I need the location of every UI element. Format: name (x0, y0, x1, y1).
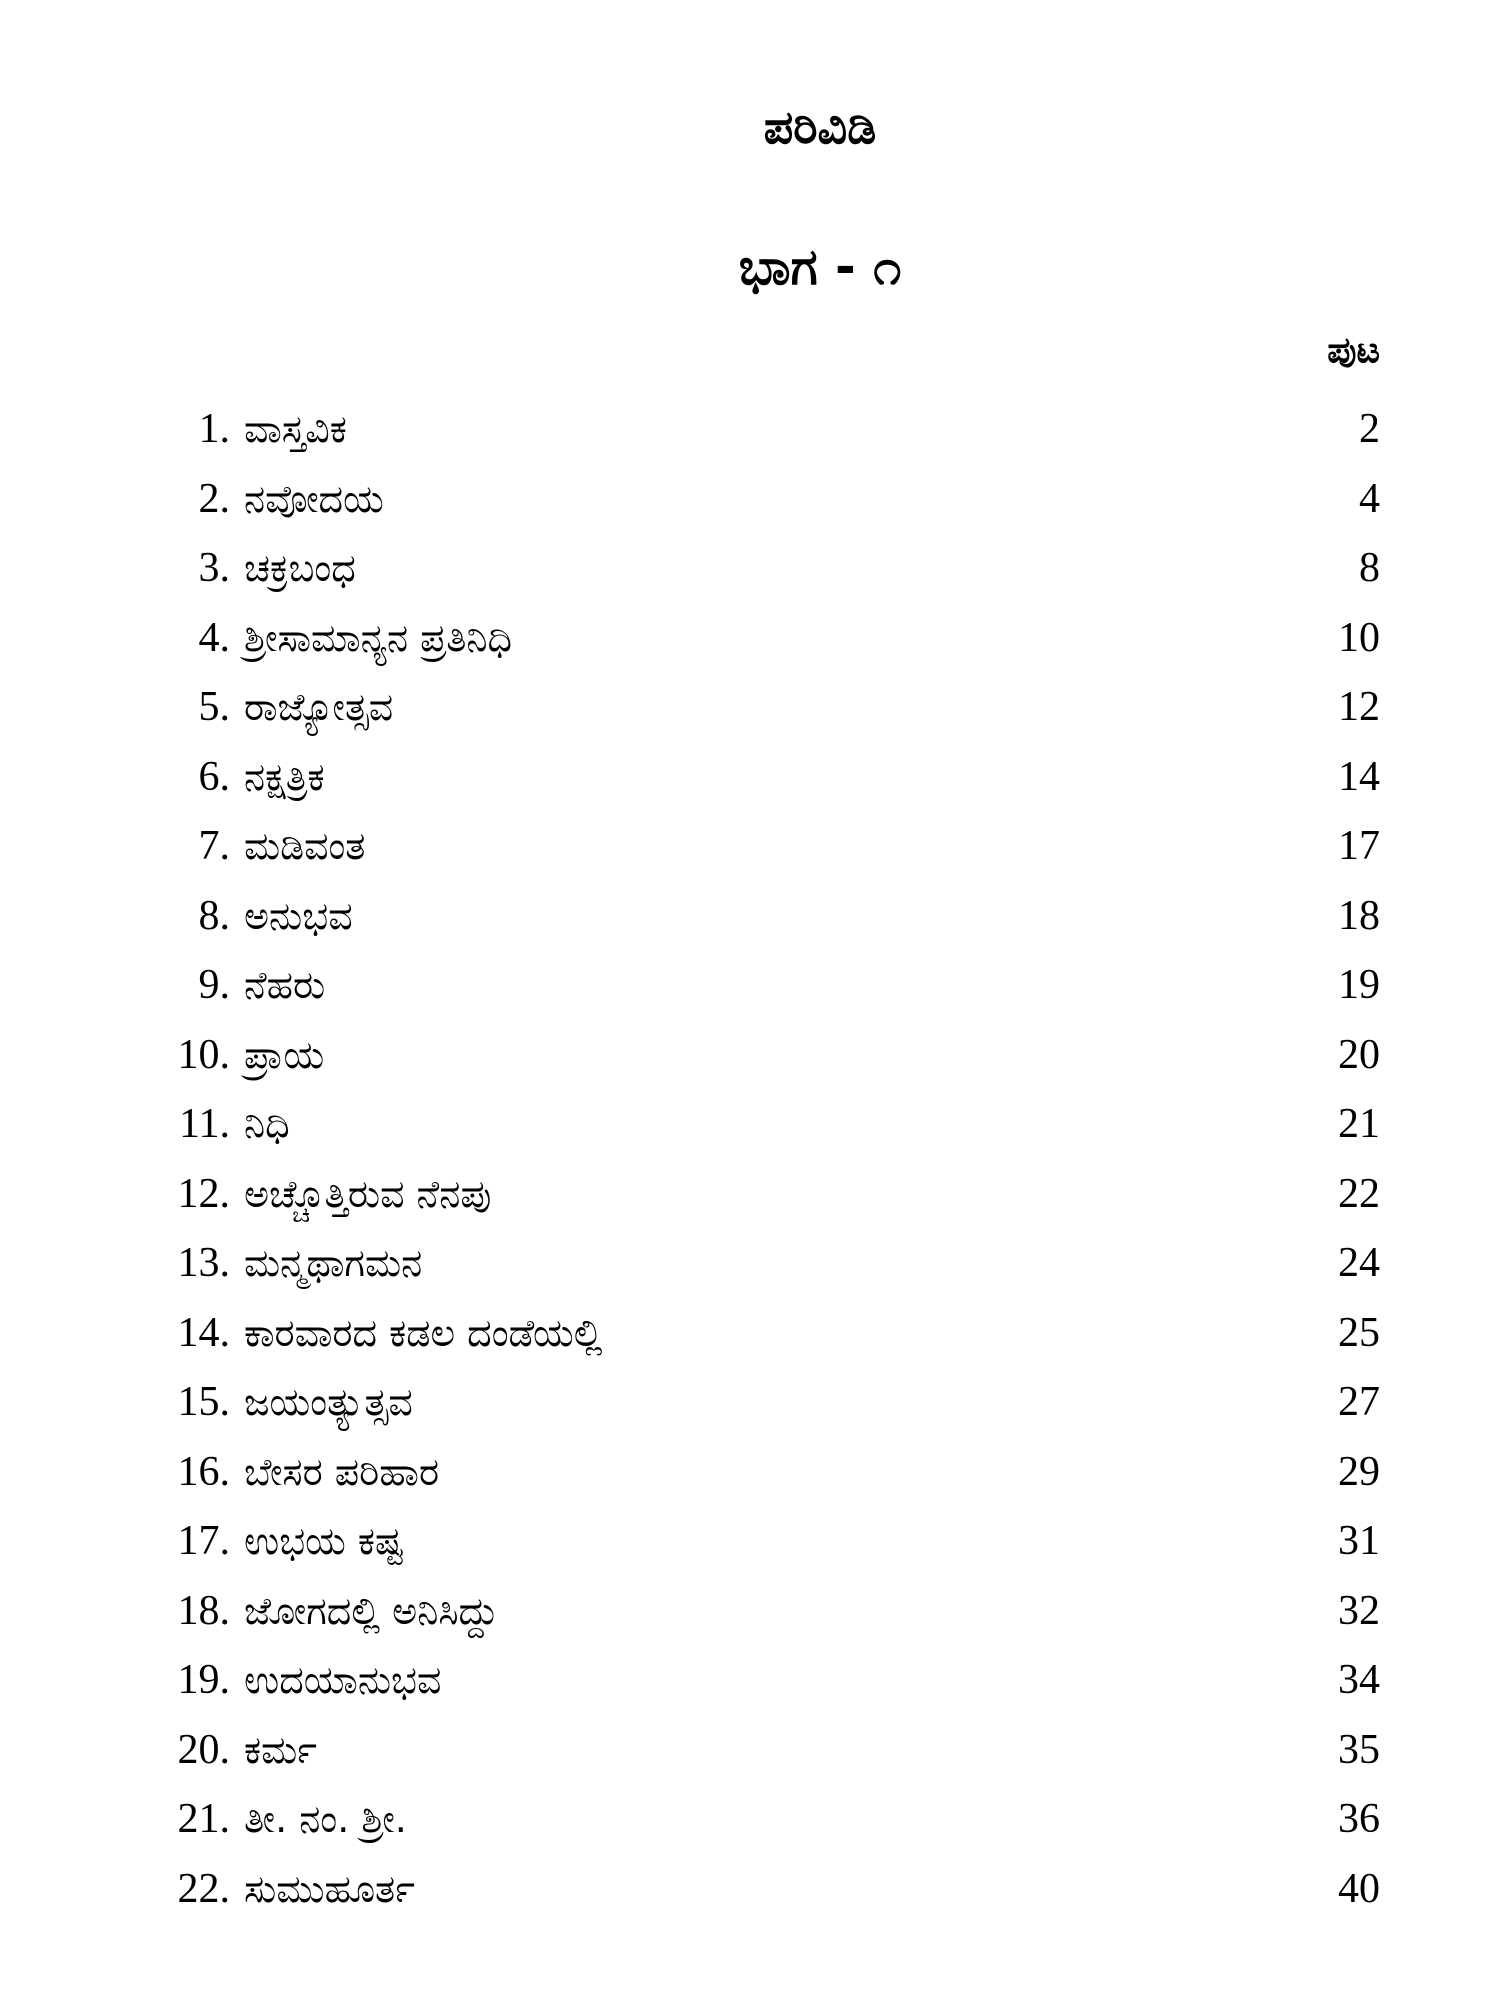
part-heading: ಭಾಗ - ೧ (738, 238, 902, 296)
toc-entry-page: 14 (1338, 753, 1380, 800)
toc-entry-title: ಚಕ್ರಬಂಧ (244, 546, 356, 590)
toc-entry-title: ಉದಯಾನುಭವ (244, 1658, 442, 1702)
toc-entry-page: 8 (1359, 545, 1380, 591)
toc-entry-number: 7. (198, 823, 230, 869)
toc-entry (140, 1438, 1380, 1508)
toc-entry-title: ಅನುಭವ (244, 893, 353, 938)
toc-entry-page: 29 (1338, 1448, 1380, 1495)
toc-entry-title: ನಕ್ಷತ್ರಿಕ (244, 754, 325, 799)
toc-entry (140, 1090, 1380, 1160)
toc-entry-number: 12. (177, 1170, 230, 1217)
table-of-contents (140, 395, 1380, 1924)
toc-entry-page: 22 (1338, 1170, 1380, 1217)
toc-entry-page: 21 (1338, 1101, 1380, 1147)
toc-entry-number: 14. (177, 1309, 230, 1356)
toc-entry-page: 27 (1338, 1379, 1380, 1425)
toc-entry (140, 743, 1380, 813)
toc-entry-number: 5. (198, 684, 230, 730)
toc-entry (140, 1577, 1380, 1647)
toc-entry (140, 1507, 1380, 1577)
toc-entry-page: 10 (1338, 614, 1380, 661)
toc-entry-page: 2 (1359, 406, 1380, 452)
toc-entry-page: 34 (1338, 1657, 1380, 1703)
toc-entry-number: 2. (198, 475, 230, 522)
toc-entry-title: ನವೋದಯ (244, 476, 384, 521)
toc-entry (140, 882, 1380, 952)
toc-entry-number: 9. (198, 962, 230, 1008)
toc-entry (140, 951, 1380, 1021)
toc-entry (140, 1229, 1380, 1299)
toc-entry (140, 1021, 1380, 1091)
toc-entry-number: 3. (198, 545, 230, 591)
toc-entry (140, 534, 1380, 604)
toc-entry-title: ರಾಜ್ಯೋತ್ಸವ (244, 685, 394, 729)
toc-entry-page: 32 (1338, 1587, 1380, 1634)
toc-entry-page: 36 (1338, 1796, 1380, 1842)
toc-entry-page: 31 (1338, 1518, 1380, 1564)
toc-entry (140, 465, 1380, 535)
toc-entry-number: 22. (177, 1865, 230, 1912)
toc-entry-number: 21. (177, 1796, 230, 1842)
toc-entry (140, 1368, 1380, 1438)
toc-entry-title: ನಿಧಿ (244, 1102, 290, 1146)
toc-entry-title: ನೆಹರು (244, 963, 326, 1007)
toc-entry-title: ಉಭಯ ಕಷ್ಟ (244, 1519, 404, 1563)
toc-entry-number: 13. (177, 1240, 230, 1286)
toc-entry-title: ಪ್ರಾಯ (244, 1032, 325, 1077)
toc-entry-number: 6. (198, 753, 230, 800)
toc-entry-page: 35 (1338, 1726, 1380, 1773)
toc-entry (140, 1646, 1380, 1716)
toc-entry-page: 40 (1338, 1865, 1380, 1912)
toc-entry-page: 17 (1338, 823, 1380, 869)
toc-entry-number: 17. (177, 1518, 230, 1564)
toc-entry-number: 11. (179, 1101, 230, 1147)
toc-entry-title: ಶ್ರೀಸಾಮಾನ್ಯನ ಪ್ರತಿನಿಧಿ (244, 615, 513, 660)
toc-entry-title: ಜಯಂತ್ಯುತ್ಸವ (244, 1380, 413, 1424)
toc-entry-page: 24 (1338, 1240, 1380, 1286)
toc-entry-page: 18 (1338, 892, 1380, 939)
toc-entry (140, 1716, 1380, 1786)
toc-entry-title: ಸುಮುಹೂರ್ತ (244, 1866, 415, 1911)
toc-entry (140, 1160, 1380, 1230)
toc-entry-title: ವಾಸ್ತವಿಕ (244, 407, 347, 451)
toc-entry-number: 19. (177, 1657, 230, 1703)
toc-entry-title: ಜೋಗದಲ್ಲಿ ಅನಿಸಿದ್ದು (244, 1588, 499, 1633)
toc-entry-number: 1. (198, 406, 230, 452)
toc-entry (140, 1299, 1380, 1369)
page-column-label: ಪುಟ (1327, 330, 1380, 371)
toc-entry-number: 20. (177, 1726, 230, 1773)
toc-entry-page: 12 (1338, 684, 1380, 730)
toc-entry (140, 395, 1380, 465)
toc-entry (140, 673, 1380, 743)
toc-entry (140, 604, 1380, 674)
toc-entry-number: 8. (198, 892, 230, 939)
toc-entry-title: ಕಾರವಾರದ ಕಡಲ ದಂಡೆಯಲ್ಲಿ (244, 1310, 603, 1355)
toc-entry-title: ಬೇಸರ ಪರಿಹಾರ (244, 1449, 440, 1494)
toc-entry-number: 10. (177, 1031, 230, 1078)
toc-entry-number: 4. (198, 614, 230, 661)
toc-entry (140, 1855, 1380, 1925)
toc-entry-page: 4 (1359, 475, 1380, 522)
toc-entry-page: 20 (1338, 1031, 1380, 1078)
toc-entry (140, 1785, 1380, 1855)
toc-entry-number: 18. (177, 1587, 230, 1634)
toc-entry-page: 19 (1338, 962, 1380, 1008)
toc-entry-title: ಕರ್ಮ (244, 1727, 317, 1772)
page-title: ಪರಿವಿಡಿ (763, 100, 877, 154)
toc-entry-page: 25 (1338, 1309, 1380, 1356)
toc-entry (140, 812, 1380, 882)
toc-entry-title: ಅಚ್ಚೊತ್ತಿರುವ ನೆನಪು (244, 1171, 492, 1216)
toc-entry-title: ಮಡಿವಂತ (244, 824, 366, 868)
toc-entry-title: ತೀ. ನಂ. ಶ್ರೀ. (244, 1797, 407, 1841)
toc-entry-number: 15. (177, 1379, 230, 1425)
toc-entry-title: ಮನ್ಮಥಾಗಮನ (244, 1241, 423, 1285)
toc-entry-number: 16. (177, 1448, 230, 1495)
